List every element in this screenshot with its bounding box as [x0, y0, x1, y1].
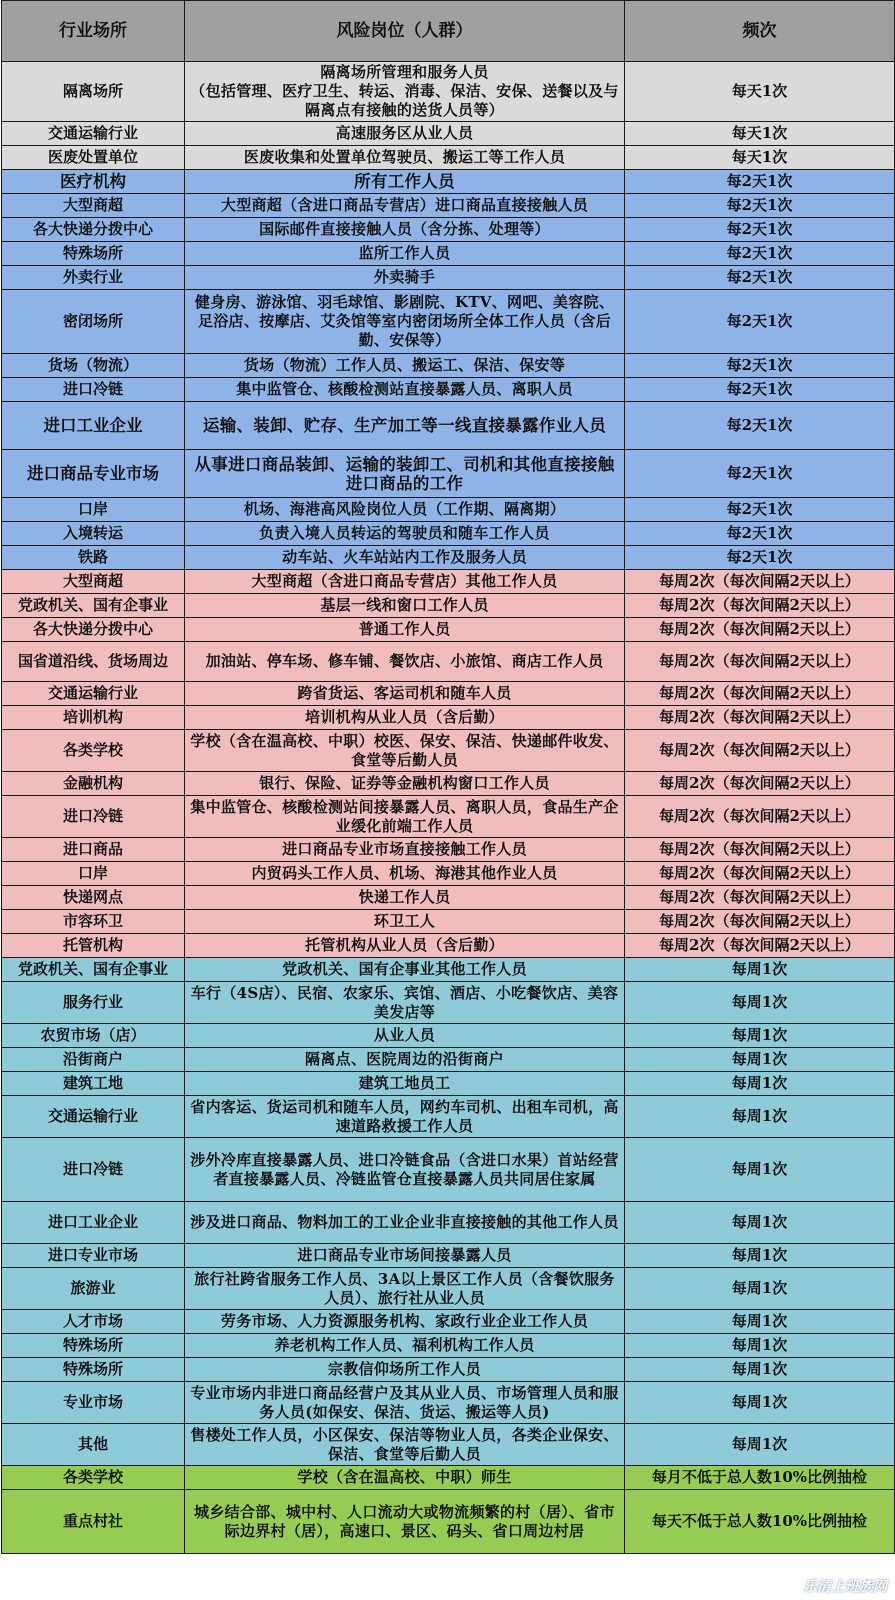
industry-cell: 医疗机构 [2, 170, 185, 194]
table-row [2, 498, 895, 522]
table-row [2, 1096, 895, 1138]
industry-cell: 金融机构 [2, 772, 185, 796]
table-row [2, 146, 895, 170]
risk-position-cell: 进口商品专业市场间接暴露人员 [185, 1244, 625, 1268]
industry-cell: 进口冷链 [2, 378, 185, 402]
frequency-cell: 每周1次 [625, 958, 895, 982]
frequency-cell: 每周1次 [625, 1244, 895, 1268]
table-row [2, 1490, 895, 1554]
frequency-cell: 每周2次（每次间隔2天以上） [625, 772, 895, 796]
risk-position-cell: 高速服务区从业人员 [185, 122, 625, 146]
industry-cell: 进口商品 [2, 838, 185, 862]
industry-cell: 农贸市场（店） [2, 1024, 185, 1048]
risk-position-cell: 大型商超（含进口商品专营店）其他工作人员 [185, 570, 625, 594]
frequency-cell: 每天1次 [625, 62, 895, 122]
table-row [2, 594, 895, 618]
table-row [2, 682, 895, 706]
table-row [2, 730, 895, 772]
table-row [2, 982, 895, 1024]
frequency-cell: 每2天1次 [625, 290, 895, 354]
risk-position-cell: 加油站、停车场、修车铺、餐饮店、小旅馆、商店工作人员 [185, 642, 625, 682]
risk-position-cell: 涉及进口商品、物料加工的工业企业非直接接触的其他工作人员 [185, 1202, 625, 1244]
frequency-cell: 每周2次（每次间隔2天以上） [625, 706, 895, 730]
risk-position-cell: 城乡结合部、城中村、人口流动大或物流频繁的村（居）、省市际边界村（居），高速口、景区、码头、省口周边村居 [185, 1490, 625, 1554]
frequency-cell: 每2天1次 [625, 266, 895, 290]
risk-position-cell: 国际邮件直接接触人员（含分拣、处理等） [185, 218, 625, 242]
risk-position-cell: 银行、保险、证券等金融机构窗口工作人员 [185, 772, 625, 796]
table-row [2, 290, 895, 354]
risk-position-cell: 机场、海港高风险岗位人员（工作期、隔离期） [185, 498, 625, 522]
frequency-cell: 每周1次 [625, 1072, 895, 1096]
risk-position-cell: 货场（物流）工作人员、搬运工、保洁、保安等 [185, 354, 625, 378]
table-row [2, 218, 895, 242]
risk-position-cell: 车行（4S店）、民宿、农家乐、宾馆、酒店、小吃餐饮店、美容美发店等 [185, 982, 625, 1024]
table-row [2, 1138, 895, 1202]
table-row [2, 378, 895, 402]
industry-cell: 外卖行业 [2, 266, 185, 290]
industry-cell: 各大快递分拨中心 [2, 618, 185, 642]
industry-cell: 进口冷链 [2, 796, 185, 838]
frequency-cell: 每周1次 [625, 1358, 895, 1382]
industry-cell: 货场（物流） [2, 354, 185, 378]
risk-position-cell: 集中监管仓、核酸检测站间接暴露人员、离职人员，食品生产企业缓化前端工作人员 [185, 796, 625, 838]
header-frequency: 频次 [625, 1, 895, 62]
testing-frequency-table [1, 0, 895, 1554]
frequency-cell: 每月不低于总人数10%比例抽检 [625, 1466, 895, 1490]
industry-cell: 医废处置单位 [2, 146, 185, 170]
table-row [2, 402, 895, 450]
risk-position-cell: 隔离点、医院周边的沿街商户 [185, 1048, 625, 1072]
table-row [2, 772, 895, 796]
risk-position-cell: 隔离场所管理和服务人员 （包括管理、医疗卫生、转运、消毒、保洁、安保、送餐以及与隔离点有接触的送货人员等） [185, 62, 625, 122]
frequency-cell: 每周2次（每次间隔2天以上） [625, 862, 895, 886]
industry-cell: 党政机关、国有企事业 [2, 958, 185, 982]
frequency-cell: 每2天1次 [625, 450, 895, 498]
table-row [2, 546, 895, 570]
risk-position-cell: 健身房、游泳馆、羽毛球馆、影剧院、KTV、网吧、美容院、足浴店、按摩店、艾灸馆等室内密闭场所全体工作人员（含后勤、安保等） [185, 290, 625, 354]
industry-cell: 大型商超 [2, 194, 185, 218]
table-row [2, 642, 895, 682]
industry-cell: 进口工业企业 [2, 1202, 185, 1244]
table-row [2, 570, 895, 594]
table-row [2, 1382, 895, 1424]
frequency-cell: 每周1次 [625, 1202, 895, 1244]
industry-cell: 口岸 [2, 862, 185, 886]
industry-cell: 党政机关、国有企事业 [2, 594, 185, 618]
risk-position-cell: 旅行社跨省服务工作人员、3A以上景区工作人员（含餐饮服务人员）、旅行社从业人员 [185, 1268, 625, 1310]
industry-cell: 各类学校 [2, 730, 185, 772]
risk-position-cell: 养老机构工作人员、福利机构工作人员 [185, 1334, 625, 1358]
watermark-text: 乐清上班族网 [803, 1579, 887, 1595]
industry-cell: 建筑工地 [2, 1072, 185, 1096]
frequency-cell: 每周2次（每次间隔2天以上） [625, 730, 895, 772]
table-row [2, 62, 895, 122]
frequency-cell: 每周2次（每次间隔2天以上） [625, 570, 895, 594]
table-row [2, 170, 895, 194]
risk-position-cell: 外卖骑手 [185, 266, 625, 290]
frequency-cell: 每天1次 [625, 122, 895, 146]
frequency-cell: 每2天1次 [625, 378, 895, 402]
risk-position-cell: 快递工作人员 [185, 886, 625, 910]
frequency-cell: 每周2次（每次间隔2天以上） [625, 682, 895, 706]
frequency-cell: 每周1次 [625, 1096, 895, 1138]
table-row [2, 1268, 895, 1310]
frequency-cell: 每周2次（每次间隔2天以上） [625, 796, 895, 838]
header-risk-position: 风险岗位（人群） [185, 1, 625, 62]
risk-position-cell: 省内客运、货运司机和随车人员，网约车司机、出租车司机，高速道路救援工作人员 [185, 1096, 625, 1138]
industry-cell: 交通运输行业 [2, 682, 185, 706]
table-row [2, 1310, 895, 1334]
table-row [2, 1048, 895, 1072]
frequency-cell: 每周1次 [625, 1268, 895, 1310]
table-row [2, 838, 895, 862]
frequency-cell: 每2天1次 [625, 170, 895, 194]
risk-position-cell: 普通工作人员 [185, 618, 625, 642]
industry-cell: 入境转运 [2, 522, 185, 546]
industry-cell: 进口专业市场 [2, 1244, 185, 1268]
frequency-cell: 每2天1次 [625, 354, 895, 378]
risk-position-cell: 监所工作人员 [185, 242, 625, 266]
risk-position-cell: 涉外冷库直接暴露人员、进口冷链食品（含进口水果）首站经营者直接暴露人员、冷链监管仓直接暴露人员共同居住家属 [185, 1138, 625, 1202]
risk-position-cell: 运输、装卸、贮存、生产加工等一线直接暴露作业人员 [185, 402, 625, 450]
industry-cell: 特殊场所 [2, 1334, 185, 1358]
frequency-cell: 每周1次 [625, 1138, 895, 1202]
risk-position-cell: 宗教信仰场所工作人员 [185, 1358, 625, 1382]
industry-cell: 快递网点 [2, 886, 185, 910]
table-row [2, 958, 895, 982]
industry-cell: 托管机构 [2, 934, 185, 958]
industry-cell: 市容环卫 [2, 910, 185, 934]
table-row [2, 242, 895, 266]
risk-position-cell: 培训机构从业人员（含后勤） [185, 706, 625, 730]
industry-cell: 大型商超 [2, 570, 185, 594]
frequency-cell: 每周1次 [625, 1048, 895, 1072]
risk-position-cell: 党政机关、国有企事业其他工作人员 [185, 958, 625, 982]
risk-position-cell: 进口商品专业市场直接接触工作人员 [185, 838, 625, 862]
frequency-cell: 每2天1次 [625, 546, 895, 570]
table-row [2, 1072, 895, 1096]
frequency-cell: 每周2次（每次间隔2天以上） [625, 910, 895, 934]
industry-cell: 各大快递分拨中心 [2, 218, 185, 242]
risk-position-cell: 从业人员 [185, 1024, 625, 1048]
industry-cell: 密闭场所 [2, 290, 185, 354]
frequency-cell: 每周1次 [625, 982, 895, 1024]
frequency-cell: 每天1次 [625, 146, 895, 170]
risk-position-cell: 售楼处工作人员，小区保安、保洁等物业人员，各类企业保安、保洁、食堂等后勤人员 [185, 1424, 625, 1466]
table-row [2, 1244, 895, 1268]
table-row [2, 194, 895, 218]
frequency-cell: 每周2次（每次间隔2天以上） [625, 838, 895, 862]
frequency-cell: 每周1次 [625, 1382, 895, 1424]
risk-position-cell: 专业市场内非进口商品经营户及其从业人员、市场管理人员和服务人员(如保安、保洁、货运、搬运等人员) [185, 1382, 625, 1424]
industry-cell: 各类学校 [2, 1466, 185, 1490]
risk-position-cell: 学校（含在温高校、中职）校医、保安、保洁、快递邮件收发、食堂等后勤人员 [185, 730, 625, 772]
frequency-cell: 每周2次（每次间隔2天以上） [625, 642, 895, 682]
table-row [2, 266, 895, 290]
table-row [2, 1466, 895, 1490]
frequency-cell: 每周1次 [625, 1310, 895, 1334]
risk-position-cell: 托管机构从业人员（含后勤） [185, 934, 625, 958]
table-row [2, 1424, 895, 1466]
industry-cell: 铁路 [2, 546, 185, 570]
header-industry: 行业场所 [2, 1, 185, 62]
table-row [2, 122, 895, 146]
table-row [2, 1358, 895, 1382]
table-row [2, 862, 895, 886]
industry-cell: 进口冷链 [2, 1138, 185, 1202]
risk-position-cell: 动车站、火车站站内工作及服务人员 [185, 546, 625, 570]
industry-cell: 特殊场所 [2, 1358, 185, 1382]
table-body [2, 62, 895, 1554]
industry-cell: 交通运输行业 [2, 122, 185, 146]
risk-position-cell: 所有工作人员 [185, 170, 625, 194]
risk-position-cell: 负责入境人员转运的驾驶员和随车工作人员 [185, 522, 625, 546]
table-row [2, 910, 895, 934]
industry-cell: 口岸 [2, 498, 185, 522]
risk-position-cell: 基层一线和窗口工作人员 [185, 594, 625, 618]
risk-position-cell: 学校（含在温高校、中职）师生 [185, 1466, 625, 1490]
table-row [2, 706, 895, 730]
industry-cell: 进口商品专业市场 [2, 450, 185, 498]
industry-cell: 沿街商户 [2, 1048, 185, 1072]
frequency-cell: 每2天1次 [625, 194, 895, 218]
risk-position-cell: 大型商超（含进口商品专营店）进口商品直接接触人员 [185, 194, 625, 218]
frequency-cell: 每周1次 [625, 1334, 895, 1358]
risk-position-cell: 跨省货运、客运司机和随车人员 [185, 682, 625, 706]
industry-cell: 培训机构 [2, 706, 185, 730]
industry-cell: 专业市场 [2, 1382, 185, 1424]
table-row [2, 1202, 895, 1244]
risk-position-cell: 建筑工地员工 [185, 1072, 625, 1096]
table-row [2, 1334, 895, 1358]
table-row [2, 450, 895, 498]
industry-cell: 其他 [2, 1424, 185, 1466]
risk-position-cell: 从事进口商品装卸、运输的装卸工、司机和其他直接接触进口商品的工作 [185, 450, 625, 498]
risk-position-cell: 环卫工人 [185, 910, 625, 934]
table-row [2, 522, 895, 546]
table-row [2, 796, 895, 838]
risk-position-cell: 劳务市场、人力资源服务机构、家政行业企业工作人员 [185, 1310, 625, 1334]
frequency-cell: 每2天1次 [625, 522, 895, 546]
risk-position-cell: 集中监管仓、核酸检测站直接暴露人员、离职人员 [185, 378, 625, 402]
industry-cell: 交通运输行业 [2, 1096, 185, 1138]
industry-cell: 特殊场所 [2, 242, 185, 266]
table-header-row [2, 1, 895, 62]
frequency-cell: 每2天1次 [625, 498, 895, 522]
frequency-cell: 每周2次（每次间隔2天以上） [625, 594, 895, 618]
industry-cell: 隔离场所 [2, 62, 185, 122]
industry-cell: 人才市场 [2, 1310, 185, 1334]
frequency-cell: 每周1次 [625, 1424, 895, 1466]
frequency-cell: 每2天1次 [625, 402, 895, 450]
frequency-cell: 每周2次（每次间隔2天以上） [625, 618, 895, 642]
industry-cell: 进口工业企业 [2, 402, 185, 450]
frequency-cell: 每2天1次 [625, 218, 895, 242]
industry-cell: 旅游业 [2, 1268, 185, 1310]
frequency-cell: 每周1次 [625, 1024, 895, 1048]
frequency-cell: 每天不低于总人数10%比例抽检 [625, 1490, 895, 1554]
table-row [2, 934, 895, 958]
table-row [2, 618, 895, 642]
risk-position-cell: 内贸码头工作人员、机场、海港其他作业人员 [185, 862, 625, 886]
industry-cell: 服务行业 [2, 982, 185, 1024]
table-row [2, 1024, 895, 1048]
risk-position-cell: 医废收集和处置单位驾驶员、搬运工等工作人员 [185, 146, 625, 170]
table-row [2, 354, 895, 378]
frequency-cell: 每2天1次 [625, 242, 895, 266]
frequency-cell: 每周2次（每次间隔2天以上） [625, 886, 895, 910]
table-row [2, 886, 895, 910]
industry-cell: 国省道沿线、货场周边 [2, 642, 185, 682]
frequency-cell: 每周2次（每次间隔2天以上） [625, 934, 895, 958]
industry-cell: 重点村社 [2, 1490, 185, 1554]
